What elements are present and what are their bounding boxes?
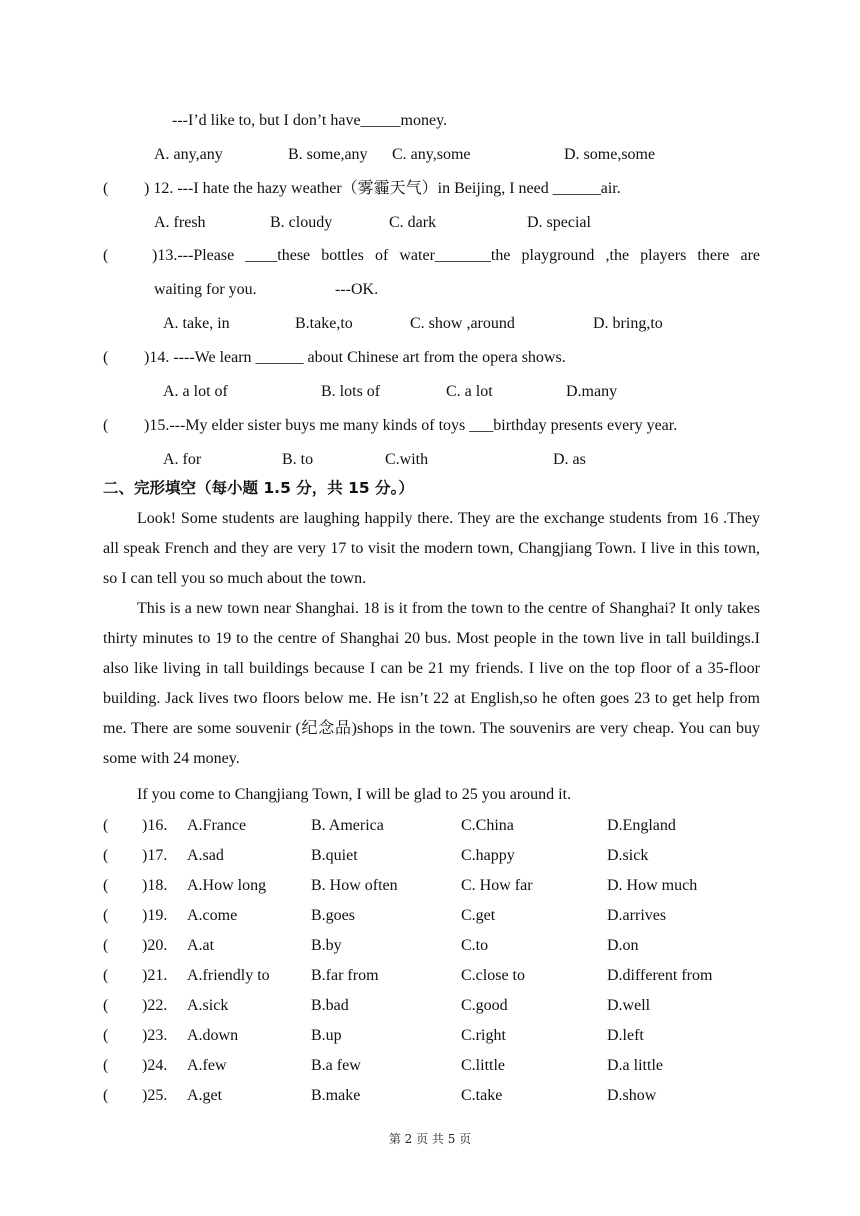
question-number: )23.	[142, 1027, 168, 1044]
answer-paren: (	[103, 877, 109, 894]
question-number: )24.	[142, 1057, 168, 1074]
answer-paren: (	[103, 1057, 109, 1074]
page-footer: 第 2 页 共 5 页	[388, 1132, 472, 1146]
passage-paragraph-1: Look! Some students are laughing happily there. They are the exchange students from 16 .They all speak French and they are very 17 to visit the modern town, Changjiang Town. I live in this town, so I can tell you so much about the town.	[103, 510, 760, 587]
q13-option-d: D. bring,to	[593, 315, 663, 332]
q12-paren: (	[103, 180, 109, 197]
q11-line: ---I’d like to, but I don’t have_____money.	[172, 112, 448, 129]
option-a: A.sad	[187, 847, 224, 864]
option-c: C.get	[461, 907, 496, 924]
q11-option-a: A. any,any	[154, 146, 223, 163]
answer-paren: (	[103, 907, 109, 924]
q14-option-b: B. lots of	[321, 383, 381, 400]
option-d: D.left	[607, 1027, 644, 1044]
question-number: )25.	[142, 1087, 168, 1104]
option-d: D.arrives	[607, 907, 667, 924]
answer-paren: (	[103, 967, 109, 984]
q13-continuation: waiting for you.	[154, 281, 257, 298]
answer-paren: (	[103, 1027, 109, 1044]
q12-option-a: A. fresh	[154, 214, 206, 231]
question-number: )19.	[142, 907, 168, 924]
option-a: A.down	[187, 1027, 239, 1044]
option-c: C.China	[461, 817, 514, 834]
answer-paren: (	[103, 997, 109, 1014]
section-heading: 二、完形填空（每小题 1.5 分，共 15 分。）	[103, 479, 414, 497]
q12-option-d: D. special	[527, 214, 591, 231]
q15-option-b: B. to	[282, 451, 314, 468]
option-b: B.quiet	[311, 847, 358, 864]
q15-paren: (	[103, 417, 109, 434]
q13-option-b: B.take,to	[295, 315, 353, 332]
q12-option-c: C. dark	[389, 214, 437, 231]
q11-option-c: C. any,some	[392, 146, 471, 163]
answer-paren: (	[103, 817, 109, 834]
option-c: C.close to	[461, 967, 525, 984]
q14-text: )14. ----We learn ______ about Chinese art from the opera shows.	[144, 349, 566, 366]
option-b: B.a few	[311, 1057, 361, 1074]
option-b: B.up	[311, 1027, 342, 1044]
option-c: C.happy	[461, 847, 515, 864]
q14-option-a: A. a lot of	[163, 383, 228, 400]
q15-option-c: C.with	[385, 451, 429, 468]
q13-option-a: A. take, in	[163, 315, 230, 332]
option-c: C.little	[461, 1057, 505, 1074]
option-b: B. America	[311, 817, 384, 834]
option-d: D.sick	[607, 847, 649, 864]
option-d: D.England	[607, 817, 676, 834]
option-c: C.good	[461, 997, 508, 1014]
q13-text: )13.---Please ____these bottles of water_______the playground ,the players there are	[152, 247, 760, 264]
q15-text: )15.---My elder sister buys me many kinds of toys ___birthday presents every year.	[144, 417, 678, 434]
option-d: D.different from	[607, 967, 713, 984]
passage-paragraph-2: This is a new town near Shanghai. 18 is it from the town to the centre of Shanghai? It only takes thirty minutes to 19 to the centre of Shanghai 20 bus. Most people in the town live in tall buildings.I also like living in tall buildings because I can be 21 my friends. I live on the top floor of a 35-floor building. Jack lives two floors below me. He isn’t 22 at English,so he often goes 23 to get help from me. There are some souvenir (纪念品)shops in the town. The souvenirs are very cheap. You can buy some with 24 money.	[103, 600, 760, 767]
option-b: B.far from	[311, 967, 379, 984]
q14-option-d: D.many	[566, 383, 618, 400]
option-a: A.France	[187, 817, 247, 834]
option-c: C.to	[461, 937, 489, 954]
passage-paragraph-3: If you come to Changjiang Town, I will be glad to 25 you around it.	[137, 786, 572, 803]
option-d: D.on	[607, 937, 639, 954]
answer-paren: (	[103, 847, 109, 864]
q11-option-d: D. some,some	[564, 146, 656, 163]
option-a: A.friendly to	[187, 967, 270, 984]
q13-option-c: C. show ,around	[410, 315, 515, 332]
q12-option-b: B. cloudy	[270, 214, 333, 231]
option-b: B. How often	[311, 877, 398, 894]
option-a: A.sick	[187, 997, 229, 1014]
option-a: A.get	[187, 1087, 223, 1104]
option-d: D. How much	[607, 877, 698, 894]
question-number: )20.	[142, 937, 168, 954]
q14-option-c: C. a lot	[446, 383, 493, 400]
option-c: C.right	[461, 1027, 506, 1044]
q13-reply: ---OK.	[335, 281, 379, 298]
option-a: A.come	[187, 907, 238, 924]
option-d: D.a little	[607, 1057, 663, 1074]
question-number: )16.	[142, 817, 168, 834]
option-a: A.at	[187, 937, 215, 954]
q12-text: ) 12. ---I hate the hazy weather（雾霾天气）in Beijing, I need ______air.	[144, 180, 621, 197]
q15-option-d: D. as	[553, 451, 586, 468]
option-d: D.show	[607, 1087, 657, 1104]
option-a: A.How long	[187, 877, 267, 894]
answer-paren: (	[103, 937, 109, 954]
q14-paren: (	[103, 349, 109, 366]
question-number: )17.	[142, 847, 168, 864]
option-d: D.well	[607, 997, 651, 1014]
question-number: )18.	[142, 877, 168, 894]
question-number: )21.	[142, 967, 168, 984]
option-a: A.few	[187, 1057, 227, 1074]
option-c: C.take	[461, 1087, 503, 1104]
question-number: )22.	[142, 997, 168, 1014]
q13-paren: (	[103, 247, 109, 264]
option-b: B.bad	[311, 997, 349, 1014]
option-b: B.goes	[311, 907, 355, 924]
option-b: B.by	[311, 937, 342, 954]
q15-option-a: A. for	[163, 451, 202, 468]
q11-option-b: B. some,any	[288, 146, 368, 163]
answer-paren: (	[103, 1087, 109, 1104]
option-b: B.make	[311, 1087, 361, 1104]
option-c: C. How far	[461, 877, 533, 894]
